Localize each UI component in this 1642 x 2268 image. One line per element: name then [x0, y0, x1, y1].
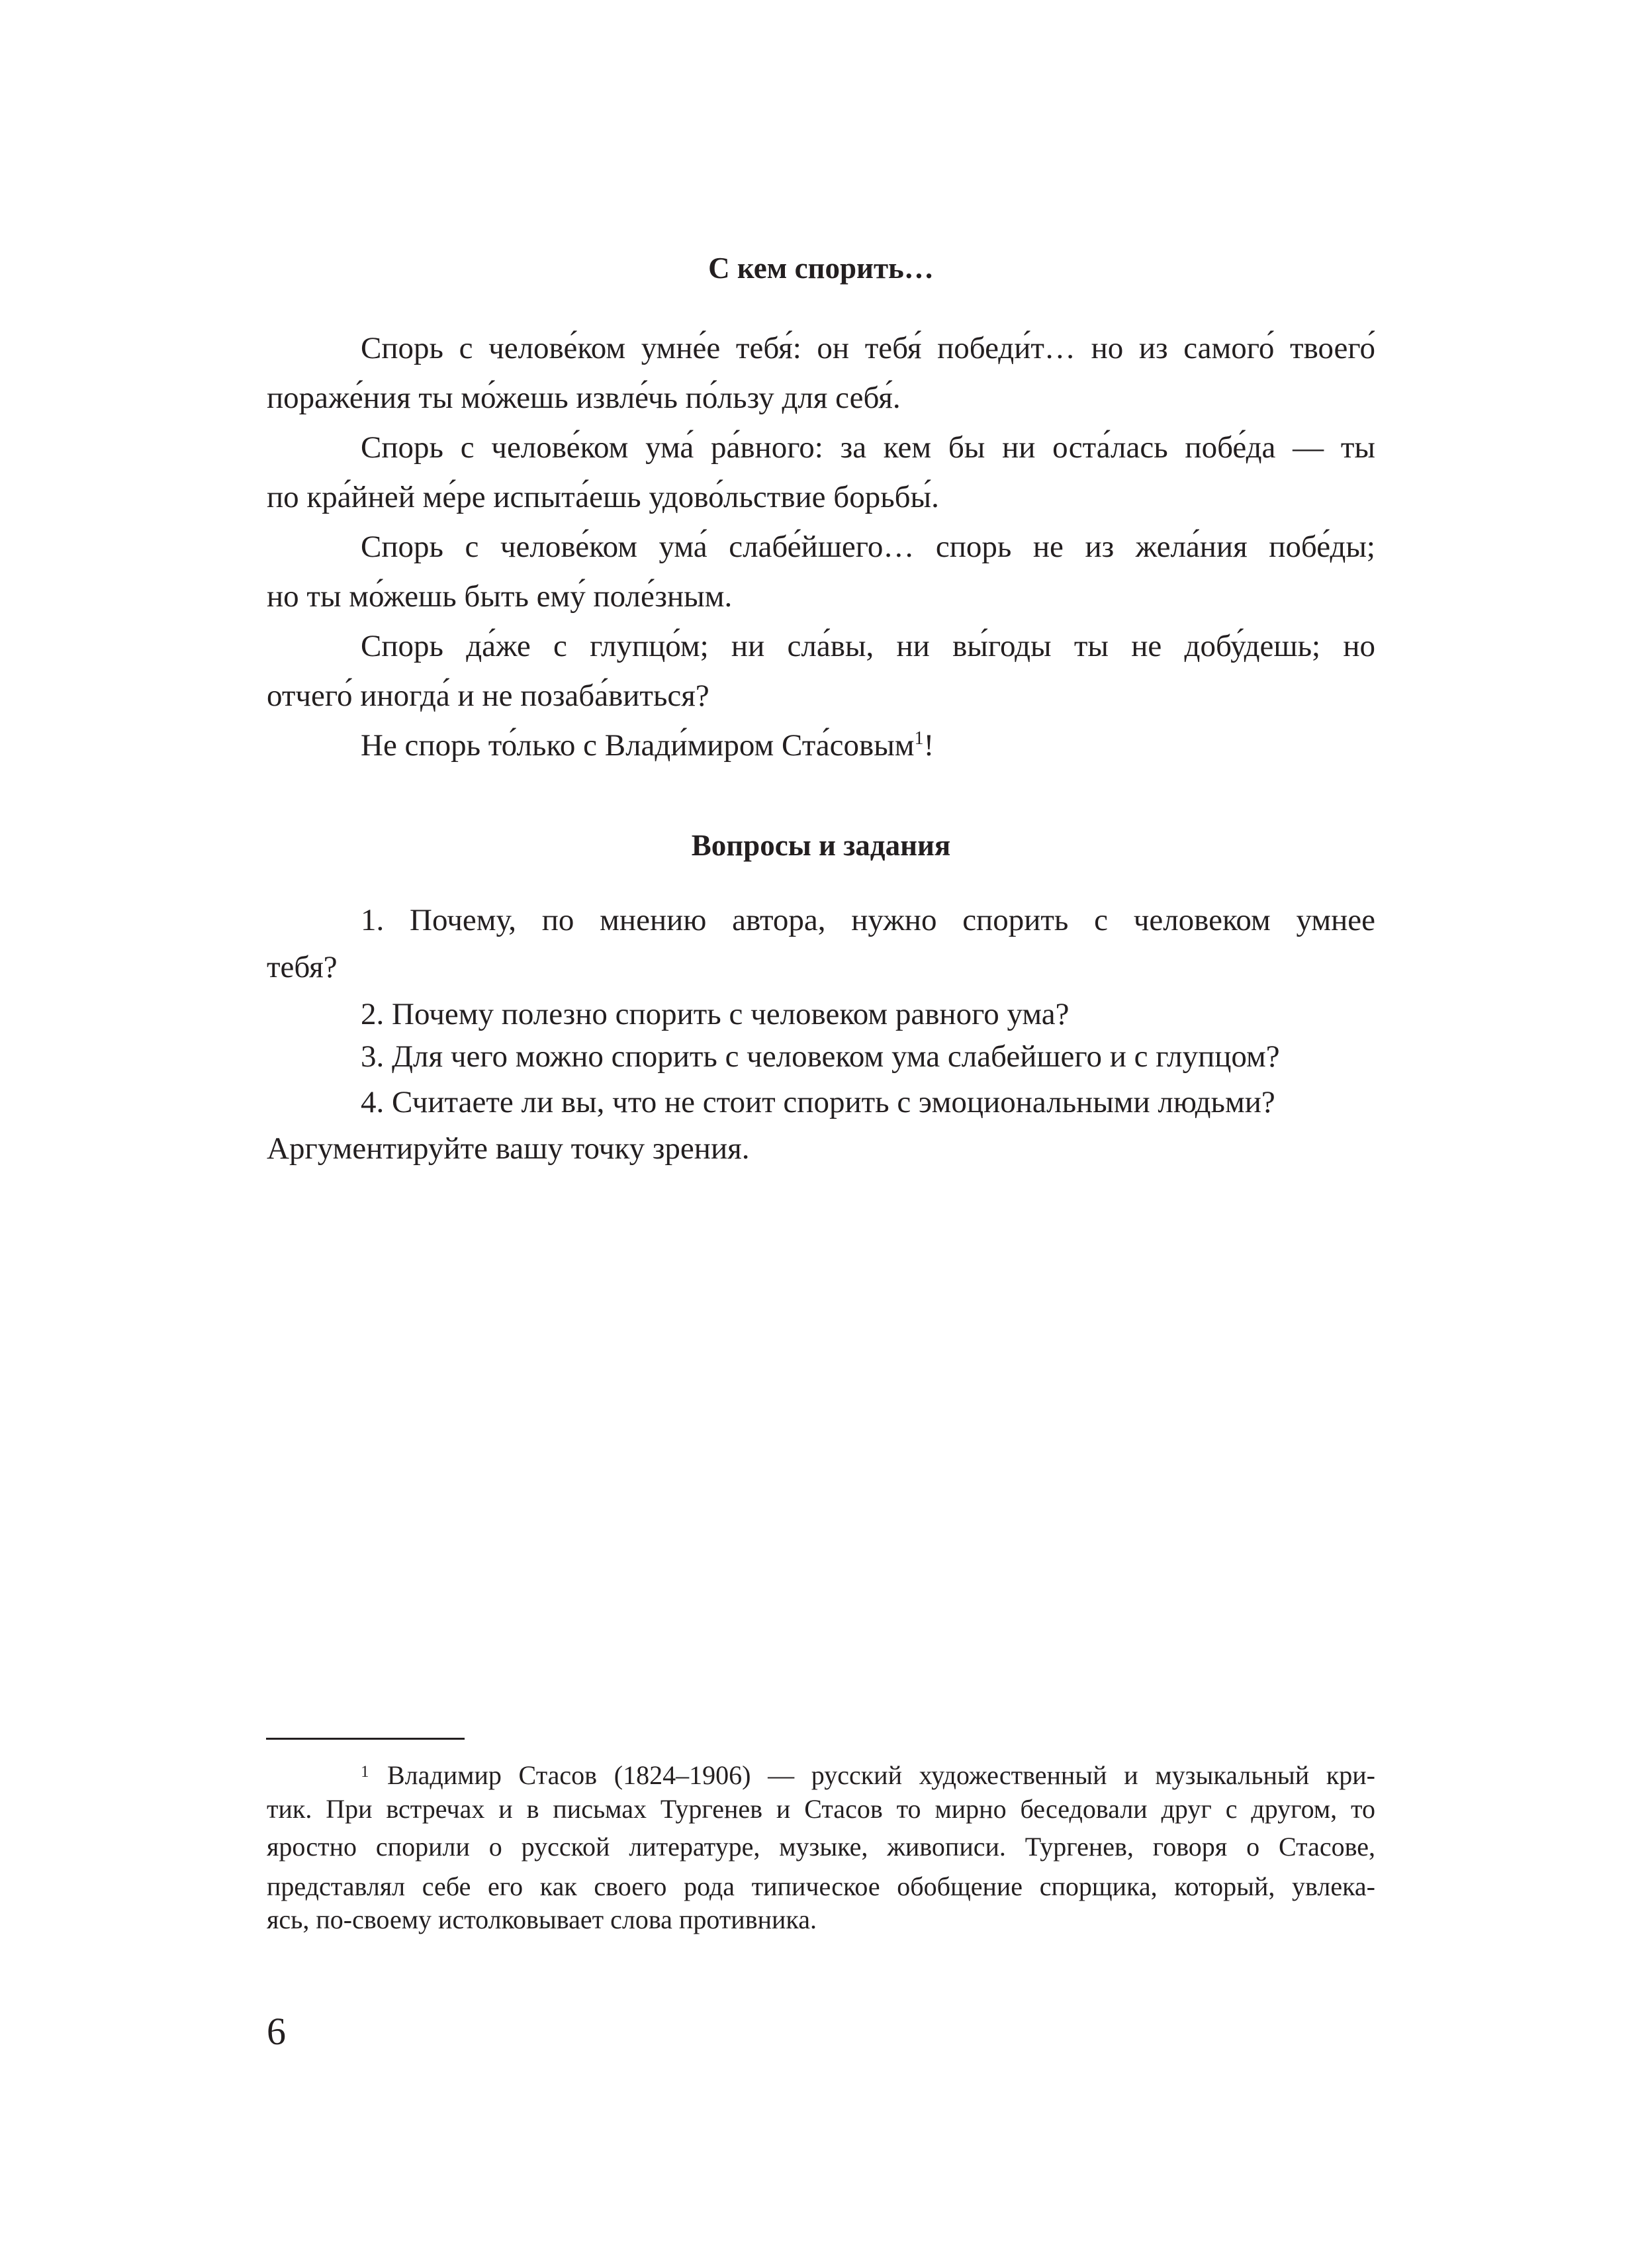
- poem-line: но ты мо́жешь быть ему́ поле́зным.: [267, 579, 733, 614]
- poem-line: Спорь с челове́ком ума́ слабе́йшего… спорь не из жела́ния побе́ды;: [361, 530, 1375, 564]
- footnote-line: тик. При встречах и в письмах Тургенев и Стасов то мирно беседовали друг с другом, то: [267, 1794, 1375, 1824]
- footnote-line: яростно спорили о русской литературе, музыке, живописи. Тургенев, говоря о Стасове,: [267, 1832, 1375, 1862]
- footnote-reference[interactable]: 1: [914, 728, 924, 749]
- question-line: 2. Почему полезно спорить с человеком равного ума?: [361, 997, 1070, 1031]
- question-line: Аргументируйте вашу точку зрения.: [267, 1131, 750, 1166]
- question-line: 1. Почему, по мнению автора, нужно спорить с человеком умнее: [361, 903, 1375, 937]
- poem-line: Спорь с челове́ком умне́е тебя́: он тебя́ победи́т… но из самого́ твоего́: [361, 331, 1375, 365]
- footnote-line: представлял себе его как своего рода типическое обобщение спорщика, который, увлека-: [267, 1871, 1375, 1901]
- poem-last-line: [361, 730, 1375, 761]
- poem-line: Спорь да́же с глупцо́м; ни сла́вы, ни вы́годы ты не добу́дешь; но: [361, 629, 1375, 663]
- poem-line: отчего́ иногда́ и не позаба́виться?: [267, 679, 709, 713]
- poem-line-tail: !: [923, 728, 935, 763]
- footnote-marker: 1: [361, 1763, 369, 1781]
- question-line: 3. Для чего можно спорить с человеком ума слабейшего и с глупцом?: [361, 1039, 1280, 1074]
- question-line: 4. Считаете ли вы, что не стоит спорить с эмоциональными людьми?: [361, 1085, 1275, 1119]
- footnote-separator: [266, 1738, 465, 1740]
- footnote-line: ясь, по-своему истолковывает слова противника.: [267, 1905, 817, 1934]
- poem-line-text: Не спорь то́лько с Влади́миром Ста́совым: [361, 728, 915, 763]
- page-number: 6: [267, 2010, 286, 2053]
- section-title: С кем спорить…: [708, 252, 934, 285]
- poem-line: по кра́йней ме́ре испыта́ешь удово́льствие борьбы́.: [267, 480, 939, 514]
- footnote-line: Владимир Стасов (1824–1906) — русский художественный и музыкальный кри-: [387, 1760, 1375, 1790]
- poem-line: Спорь с челове́ком ума́ ра́вного: за кем бы ни оста́лась побе́да — ты: [361, 430, 1375, 465]
- poem-line: пораже́ния ты мо́жешь извле́чь по́льзу для себя́.: [267, 381, 901, 415]
- questions-heading: Вопросы и задания: [691, 829, 951, 862]
- question-line: тебя?: [267, 950, 338, 984]
